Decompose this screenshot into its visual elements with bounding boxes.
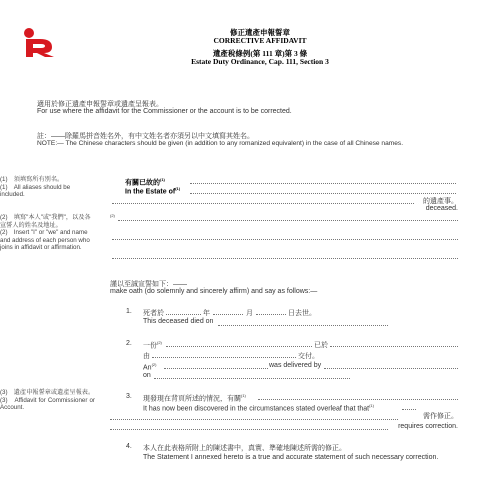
item-3-number: 3. bbox=[126, 393, 132, 400]
note-zh: 註：——除羅馬拼音姓名外，有中文姓名者亦須另以中文填寫其姓名。 bbox=[37, 133, 254, 140]
item-2-number: 2. bbox=[126, 340, 132, 347]
title-zh: 修正遺產申報誓章 bbox=[230, 28, 290, 37]
item-1-zh-c: 月 bbox=[246, 310, 253, 317]
note-en: NOTE:— The Chinese characters should be given (in addition to any romanized equivalent) in the case of all Chinese names. bbox=[37, 140, 404, 147]
use-zh: 適用於修正遺產申報誓章或遺產呈報表。 bbox=[37, 101, 163, 108]
item-1-zh-d: 日去世。 bbox=[288, 310, 316, 317]
item-2-en-a: An$^{(2)}$ bbox=[143, 362, 157, 372]
deceased-en: deceased. bbox=[425, 205, 458, 212]
document-type-field-en[interactable] bbox=[164, 368, 268, 369]
item-2-zh-a: 一份$^{(2)}$ bbox=[143, 340, 162, 350]
delivery-date-field[interactable] bbox=[330, 346, 458, 347]
ordinance-zh: 遺產稅條例(第 111 章)第 3 條 bbox=[212, 49, 308, 58]
death-date-field-en[interactable] bbox=[218, 325, 388, 326]
ird-logo-icon bbox=[22, 27, 58, 57]
correction-doc-field-en-2[interactable] bbox=[110, 429, 388, 430]
estate-alias-field[interactable] bbox=[112, 203, 414, 204]
item-2-zh-c: 由 bbox=[143, 353, 150, 360]
side-note-2: (2) 填寫"本人"或"我們"，以及各宣誓人的姓名及地址。 (2) Insert "I" or "we" and name and address of each person who joins in affidavit or affirmation. bbox=[0, 214, 91, 252]
oath-en: make oath (do solemnly and sincerely affirm) and say as follows:— bbox=[110, 288, 318, 295]
item-3-en-b: requires correction. bbox=[398, 423, 458, 430]
ordinance-en: Estate Duty Ordinance, Cap. 111, Section 3 bbox=[191, 57, 329, 66]
side-note-1: (1) 須填寫所有別名。 (1) All aliases should be included. bbox=[0, 176, 71, 199]
estate-zh: 的遺產事。 bbox=[423, 198, 458, 205]
estate-name-field-zh[interactable] bbox=[190, 183, 456, 184]
item-2-zh-b: 已於 bbox=[314, 342, 328, 349]
death-month-field[interactable] bbox=[213, 314, 243, 315]
item-1-en: This deceased died on bbox=[143, 318, 214, 325]
item-2-zh-d: 交付。 bbox=[298, 353, 319, 360]
estate-label-en: In the Estate $of^{(1)}$ bbox=[125, 186, 181, 196]
delivered-by-field-zh[interactable] bbox=[152, 357, 296, 358]
item-4-number: 4. bbox=[126, 443, 132, 450]
death-year-field[interactable] bbox=[166, 314, 201, 315]
item-3-en: It has now been discovered in the circumstances stated overleaf that that$^{(1)}$ bbox=[143, 403, 374, 413]
deponent-field-2[interactable] bbox=[112, 239, 458, 240]
use-en: For use where the affidavit for the Commissioner or the account is to be corrected. bbox=[37, 108, 292, 115]
estate-name-field-en[interactable] bbox=[190, 193, 456, 194]
correction-doc-field-en[interactable] bbox=[110, 419, 398, 420]
correction-doc-field-zh[interactable] bbox=[258, 399, 458, 400]
deponent-field-1[interactable] bbox=[118, 220, 458, 221]
title-en: CORRECTIVE AFFIDAVIT bbox=[213, 36, 307, 45]
item-3-zh-b: 需作修正。 bbox=[423, 413, 458, 420]
deponent-field-3[interactable] bbox=[112, 258, 458, 259]
estate-label-zh: 有關已故的$^{(1)}$ bbox=[125, 177, 165, 187]
oath-zh: 謹以至誠宣誓如下：—— bbox=[110, 281, 187, 288]
correction-doc-field-en-a[interactable] bbox=[402, 409, 416, 410]
side-note-3: (3) 遺產申報誓章或遺產呈報表。 (3) Affidavit for Commissioner or Account. bbox=[0, 389, 95, 412]
item-1-zh-a: 死者於 bbox=[143, 310, 164, 317]
item-2-en-b: was delivered by bbox=[269, 362, 322, 369]
item-2-en-c: on bbox=[143, 372, 151, 379]
item-4-en: The Statement I annexed hereto is a true and accurate statement of such necessary correction. bbox=[143, 454, 439, 461]
item-4-zh: 本人在此表格所附上的陳述書中，真實、準確地陳述所需的修正。 bbox=[143, 445, 346, 452]
document-type-field[interactable] bbox=[166, 346, 312, 347]
delivered-by-field-en[interactable] bbox=[324, 368, 458, 369]
deponent-sup: (2) bbox=[110, 213, 115, 218]
death-day-field[interactable] bbox=[256, 314, 286, 315]
item-1-number: 1. bbox=[126, 308, 132, 315]
item-3-zh-a: 現發現在背頁所述的情況，有關$^{(1)}$ bbox=[143, 393, 246, 403]
delivery-date-field-en[interactable] bbox=[154, 378, 350, 379]
item-1-zh-b: 年 bbox=[203, 310, 210, 317]
